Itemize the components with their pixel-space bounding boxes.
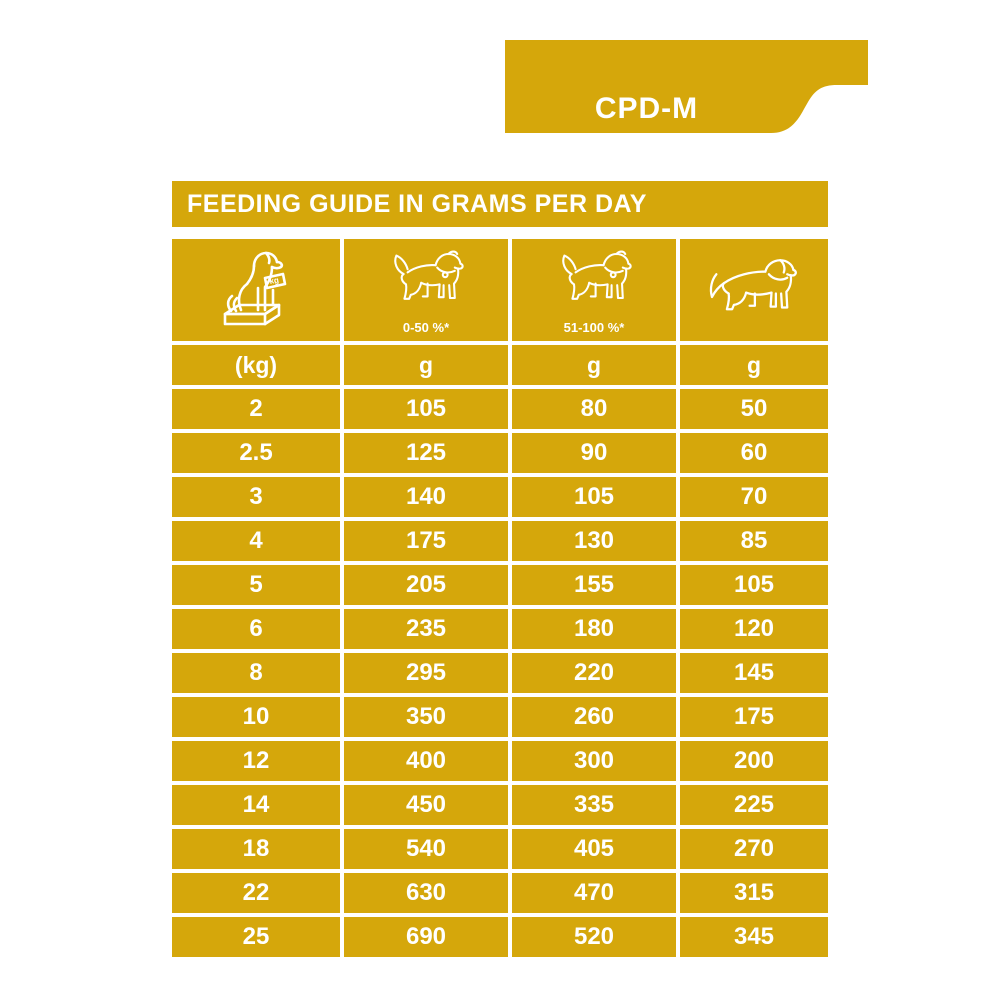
grams-value-cell: 50 [680, 389, 828, 429]
grams-value-cell: 260 [512, 697, 676, 737]
unit-header-grams: g [680, 345, 828, 385]
grams-value-cell: 105 [680, 565, 828, 605]
grams-value-cell: 400 [344, 741, 508, 781]
grams-value-cell: 90 [512, 433, 676, 473]
weight-value-cell: 14 [172, 785, 340, 825]
grams-value-cell: 175 [344, 521, 508, 561]
weight-value-cell: 3 [172, 477, 340, 517]
puppy-first-half-column-header [344, 239, 508, 341]
weight-column-header [172, 239, 340, 341]
weight-value-cell: 8 [172, 653, 340, 693]
weight-value-cell: 2 [172, 389, 340, 429]
grams-value-cell: 80 [512, 389, 676, 429]
growth-phase-caption: 0-50 %* [402, 320, 450, 335]
grams-value-cell: 270 [680, 829, 828, 869]
puppy-icon [380, 250, 472, 314]
grams-value-cell: 220 [512, 653, 676, 693]
adult-dog-column-header [680, 239, 828, 341]
grams-value-cell: 175 [680, 697, 828, 737]
feeding-table [172, 239, 828, 957]
weight-value-cell: 22 [172, 873, 340, 913]
grams-value-cell: 140 [344, 477, 508, 517]
puppy-second-half-column-header [512, 239, 676, 341]
dog-on-scale-icon [206, 248, 306, 332]
grams-value-cell: 350 [344, 697, 508, 737]
grams-value-cell: 540 [344, 829, 508, 869]
grams-value-cell: 235 [344, 609, 508, 649]
grams-value-cell: 105 [512, 477, 676, 517]
grams-value-cell: 180 [512, 609, 676, 649]
grams-value-cell: 450 [344, 785, 508, 825]
grams-value-cell: 125 [344, 433, 508, 473]
grams-value-cell: 630 [344, 873, 508, 913]
product-tab [505, 40, 868, 133]
feeding-guide [172, 181, 828, 957]
feeding-guide-title: FEEDING GUIDE IN GRAMS PER DAY [187, 189, 647, 218]
grams-value-cell: 60 [680, 433, 828, 473]
puppy-icon [548, 250, 640, 314]
scale-kg-label: kg [268, 275, 280, 286]
grams-value-cell: 335 [512, 785, 676, 825]
weight-value-cell: 12 [172, 741, 340, 781]
grams-value-cell: 120 [680, 609, 828, 649]
weight-value-cell: 2.5 [172, 433, 340, 473]
grams-value-cell: 520 [512, 917, 676, 957]
adult-dog-icon [704, 255, 804, 325]
grams-value-cell: 145 [680, 653, 828, 693]
grams-value-cell: 315 [680, 873, 828, 913]
grams-value-cell: 295 [344, 653, 508, 693]
weight-value-cell: 4 [172, 521, 340, 561]
feeding-guide-title-bar [172, 181, 828, 227]
grams-value-cell: 470 [512, 873, 676, 913]
grams-value-cell: 345 [680, 917, 828, 957]
grams-value-cell: 155 [512, 565, 676, 605]
weight-value-cell: 5 [172, 565, 340, 605]
grams-value-cell: 205 [344, 565, 508, 605]
grams-value-cell: 690 [344, 917, 508, 957]
grams-value-cell: 405 [512, 829, 676, 869]
grams-value-cell: 300 [512, 741, 676, 781]
grams-value-cell: 105 [344, 389, 508, 429]
weight-value-cell: 18 [172, 829, 340, 869]
grams-value-cell: 225 [680, 785, 828, 825]
grams-value-cell: 85 [680, 521, 828, 561]
unit-header-grams: g [512, 345, 676, 385]
grams-value-cell: 200 [680, 741, 828, 781]
product-code: CPD-M [594, 92, 699, 125]
growth-phase-caption: 51-100 %* [563, 320, 625, 335]
weight-value-cell: 6 [172, 609, 340, 649]
weight-value-cell: 25 [172, 917, 340, 957]
grams-value-cell: 130 [512, 521, 676, 561]
unit-header-grams: g [344, 345, 508, 385]
grams-value-cell: 70 [680, 477, 828, 517]
weight-value-cell: 10 [172, 697, 340, 737]
unit-header-kg: (kg) [172, 345, 340, 385]
